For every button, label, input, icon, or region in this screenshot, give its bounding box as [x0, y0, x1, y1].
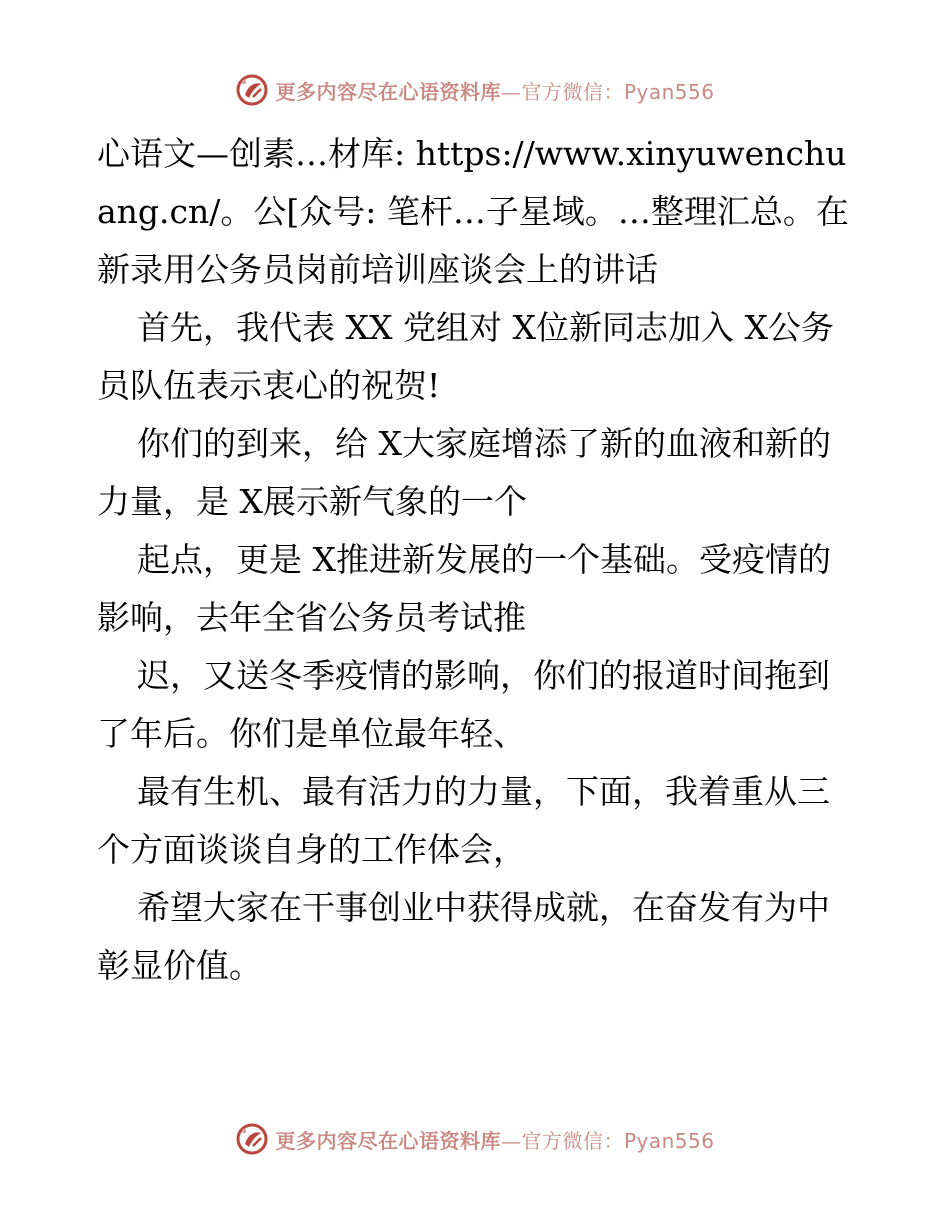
paragraph: 迟，又送冬季疫情的影响，你们的报道时间拖到了年后。你们是单位最年轻、 — [97, 656, 830, 753]
paragraph: 起点，更是 X推进新发展的一个基础。受疫情的影响，去年全省公务员考试推 — [97, 540, 831, 637]
paragraph: 最有生机、最有活力的力量，下面，我着重从三个方面谈谈自身的工作体会， — [97, 772, 830, 869]
document-body — [97, 125, 857, 995]
paragraph-title: 心语文—创素…材库: https://www.xinyuwenchuang.cn/。公[众号: 笔杆…子星域。…整理汇总。在新录用公务员岗前培训座谈会上的讲话 — [97, 134, 849, 289]
footer-banner-text: 更多内容尽在心语资料库—官方微信：Pyan556 — [275, 1128, 715, 1153]
paragraph: 首先，我代表 XX 党组对 X位新同志加入 X公务员队伍表示衷心的祝贺! — [97, 308, 834, 405]
xinyu-logo-icon — [235, 73, 269, 107]
footer-banner-inner — [235, 1122, 714, 1156]
header-banner-inner — [235, 73, 714, 107]
footer-banner — [0, 1119, 950, 1159]
paragraph: 你们的到来，给 X大家庭增添了新的血液和新的力量，是 X展示新气象的一个 — [97, 424, 831, 521]
header-banner-text: 更多内容尽在心语资料库—官方微信：Pyan556 — [275, 79, 715, 104]
header-banner — [0, 70, 950, 110]
paragraph: 希望大家在干事创业中获得成就，在奋发有为中彰显价值。 — [97, 888, 830, 985]
xinyu-logo-icon — [235, 1122, 269, 1156]
